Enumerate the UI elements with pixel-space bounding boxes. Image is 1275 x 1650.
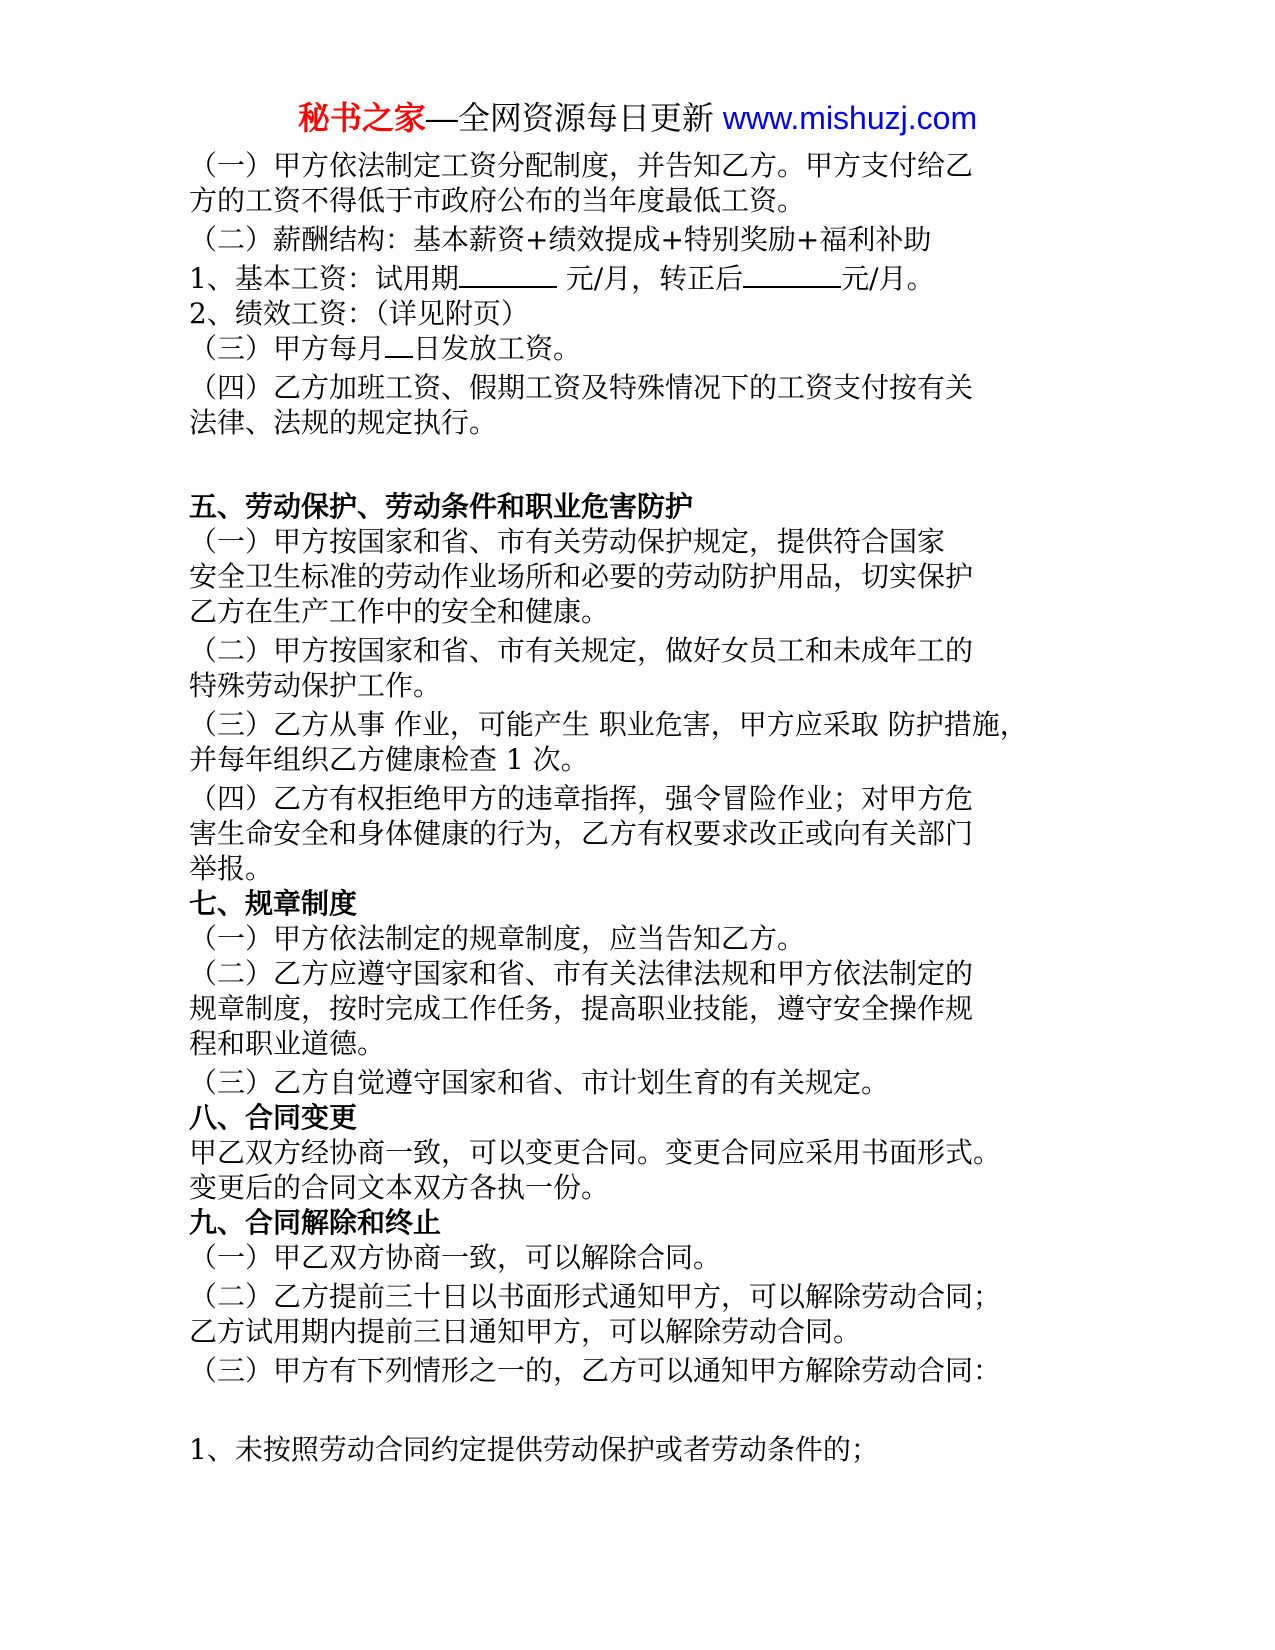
brand-name: 秘书之家 [297,100,426,136]
paragraph-line: 方的工资不得低于市政府公布的当年度最低工资。 [189,184,806,217]
paragraph-line: （四）乙方有权拒绝甲方的违章指挥，强令冒险作业；对甲方危 [189,782,974,815]
paragraph-line: （一）甲方依法制定工资分配制度，并告知乙方。甲方支付给乙 [189,149,974,182]
paragraph-line: （一）甲方按国家和省、市有关劳动保护规定，提供符合国家 [189,525,946,558]
paragraph-line: 安全卫生标准的劳动作业场所和必要的劳动防护用品，切实保护 [189,560,974,593]
paragraph-line: 并每年组织乙方健康检查 1 次。 [189,743,589,776]
section-heading: 五、劳动保护、劳动条件和职业危害防护 [189,490,694,523]
section-heading: 七、规章制度 [189,887,358,920]
regular-salary-blank[interactable] [743,262,841,288]
paragraph-line: （二）乙方应遵守国家和省、市有关法律法规和甲方依法制定的 [189,957,974,990]
payday-blank[interactable] [385,332,413,358]
paragraph-line: （二）甲方按国家和省、市有关规定，做好女员工和未成年工的 [189,634,974,667]
paragraph-line: 乙方在生产工作中的安全和健康。 [189,595,610,628]
site-watermark-header [0,98,1275,138]
section-heading: 八、合同变更 [189,1101,358,1134]
header-url[interactable]: www.mishuzj.com [722,100,978,136]
base-salary-label: 1、基本工资：试用期 [189,262,459,295]
section-heading: 九、合同解除和终止 [189,1206,442,1239]
paragraph-line: （三）甲方有下列情形之一的，乙方可以通知甲方解除劳动合同： [189,1354,1002,1387]
paragraph-line: 特殊劳动保护工作。 [189,669,442,702]
paragraph-line: （三）乙方从事 作业，可能产生 职业危害，甲方应采取 防护措施， [189,708,1028,741]
paragraph-line: （三）乙方自觉遵守国家和省、市计划生育的有关规定。 [189,1066,890,1099]
base-salary-unit-2: 元/月。 [841,262,935,295]
paragraph-line: 乙方试用期内提前三日通知甲方，可以解除劳动合同。 [189,1315,862,1348]
paragraph-line: （二）乙方提前三十日以书面形式通知甲方，可以解除劳动合同； [189,1280,1002,1313]
header-slogan: —全网资源每日更新 [425,100,723,136]
paragraph-line: 甲乙双方经协商一致，可以变更合同。变更合同应采用书面形式。 [189,1136,1002,1169]
paragraph-line: 法律、法规的规定执行。 [189,406,498,439]
base-salary-unit: 元/月，转正后 [556,262,744,295]
document-body [189,148,1129,1467]
payday-suffix: 日发放工资。 [413,332,582,365]
paragraph-line: 变更后的合同文本双方各执一份。 [189,1171,610,1204]
base-salary-line [189,261,1129,296]
paragraph-line: 害生命安全和身体健康的行为，乙方有权要求改正或向有关部门 [189,817,974,850]
paragraph-line: 举报。 [189,852,274,885]
paragraph-line: 2、绩效工资：（详见附页） [189,297,529,330]
paragraph-line: 规章制度，按时完成工作任务，提高职业技能，遵守安全操作规 [189,992,974,1025]
payday-line [189,331,1129,366]
paragraph-line: （一）甲方依法制定的规章制度，应当告知乙方。 [189,922,806,955]
probation-salary-blank[interactable] [459,262,557,288]
paragraph-line: （二）薪酬结构：基本薪资+绩效提成+特别奖励+福利补助 [189,223,932,256]
paragraph-line: 程和职业道德。 [189,1027,386,1060]
list-item: 1、未按照劳动合同约定提供劳动保护或者劳动条件的； [189,1433,879,1466]
paragraph-line: （四）乙方加班工资、假期工资及特殊情况下的工资支付按有关 [189,371,974,404]
paragraph-line: （一）甲乙双方协商一致，可以解除合同。 [189,1241,722,1274]
payday-label: （三）甲方每月 [189,332,386,365]
